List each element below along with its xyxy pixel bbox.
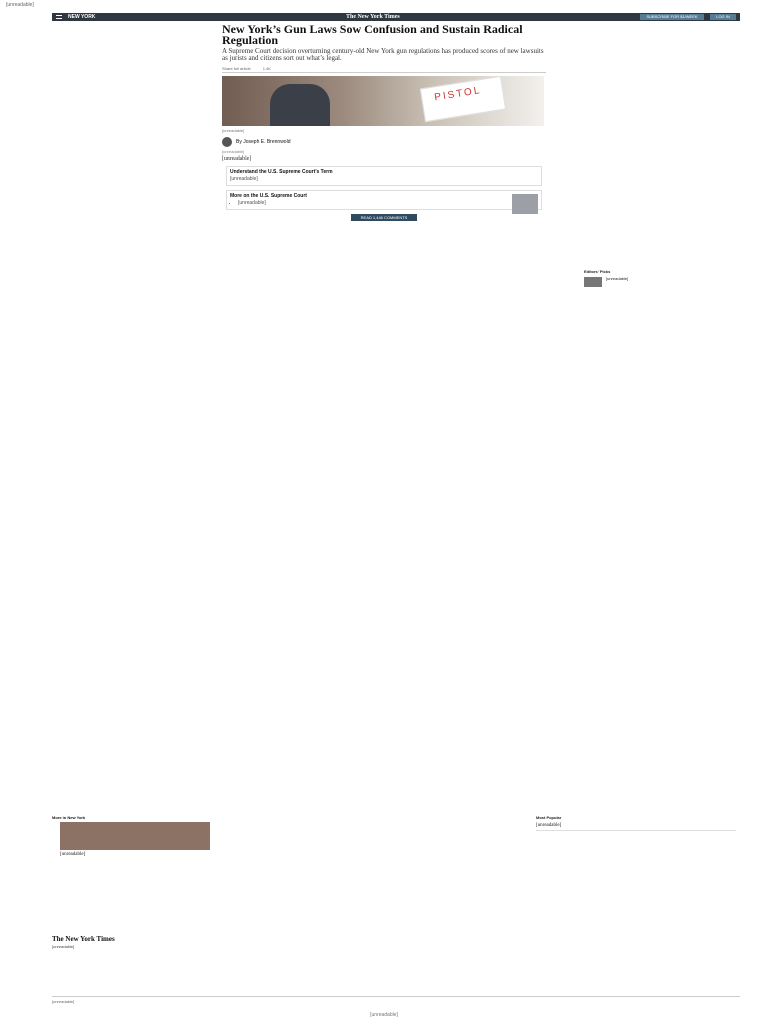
image-caption: [unreadable]	[222, 128, 245, 133]
page-meta: [unreadable]	[6, 2, 34, 8]
related-list	[230, 201, 538, 206]
menu-icon[interactable]	[56, 15, 62, 19]
editors-picks-sidebar	[584, 269, 646, 287]
section-nav[interactable]: NEW YORK	[68, 14, 96, 20]
news-card[interactable]	[60, 822, 210, 857]
sidebar-title: Editors' Picks	[584, 269, 611, 274]
article-body-copy	[222, 156, 546, 162]
related-links-box	[226, 190, 542, 210]
story-thumbnail	[584, 277, 602, 287]
share-link[interactable]: Share full article	[222, 66, 251, 71]
byline	[222, 137, 546, 147]
capture-footer: [unreadable]	[370, 1012, 398, 1018]
more-heading: More in New York	[52, 815, 86, 820]
comments-count[interactable]: 1.4K	[262, 66, 271, 71]
hero-person	[270, 84, 330, 126]
article-paragraph: [unreadable]	[222, 156, 252, 162]
article-hero-image	[222, 76, 544, 126]
footer	[52, 935, 740, 949]
sidebar-story-title[interactable]: [unreadable]	[606, 276, 629, 281]
footer-logo[interactable]: The New York Times	[52, 935, 115, 943]
related-thumbnail	[512, 194, 538, 214]
related-item[interactable]: • [unreadable]	[238, 201, 538, 206]
card-title[interactable]: [unreadable]	[60, 852, 86, 857]
read-comments-button[interactable]: READ 1,446 COMMENTS	[351, 214, 417, 221]
popular-item[interactable]: [unreadable]	[536, 823, 736, 831]
article	[222, 24, 546, 225]
more-news-grid	[60, 822, 530, 857]
most-popular	[536, 815, 736, 833]
pistol-permit-lettering: PISTOL	[433, 85, 483, 104]
related-title: More on the U.S. Supreme Court	[230, 193, 307, 199]
footer-column[interactable]: [unreadable]	[52, 944, 75, 949]
article-date: [unreadable]	[222, 149, 245, 154]
pistol-permit-sign	[420, 76, 506, 122]
site-topbar	[52, 13, 740, 21]
legal-links	[52, 996, 740, 1004]
page-url	[6, 2, 762, 8]
site-logo[interactable]: The New York Times	[346, 14, 400, 20]
article-tools	[222, 65, 546, 73]
article-headline: New York’s Gun Laws Sow Confusion and Sustain Radical Regulation	[222, 22, 523, 47]
author-name[interactable]: By Joseph E. Brennwold	[236, 139, 291, 145]
readmore-box	[226, 166, 542, 186]
subscribe-button[interactable]: SUBSCRIBE FOR $1/WEEK	[640, 14, 704, 20]
article-summary: A Supreme Court decision overturning century-old New York gun regulations has produced scores of new lawsuits as jurists and citizens sort out what’s legal.	[222, 47, 544, 62]
legal-text[interactable]: [unreadable]	[52, 999, 75, 1004]
readmore-title: Understand the U.S. Supreme Court’s Term	[230, 169, 333, 175]
footer-links	[52, 945, 740, 949]
sidebar-story[interactable]	[584, 277, 646, 287]
login-button[interactable]: LOG IN	[710, 14, 736, 20]
author-avatar	[222, 137, 232, 147]
readmore-text: [unreadable]	[230, 176, 258, 182]
card-image	[60, 822, 210, 850]
popular-heading: Most Popular	[536, 815, 562, 820]
